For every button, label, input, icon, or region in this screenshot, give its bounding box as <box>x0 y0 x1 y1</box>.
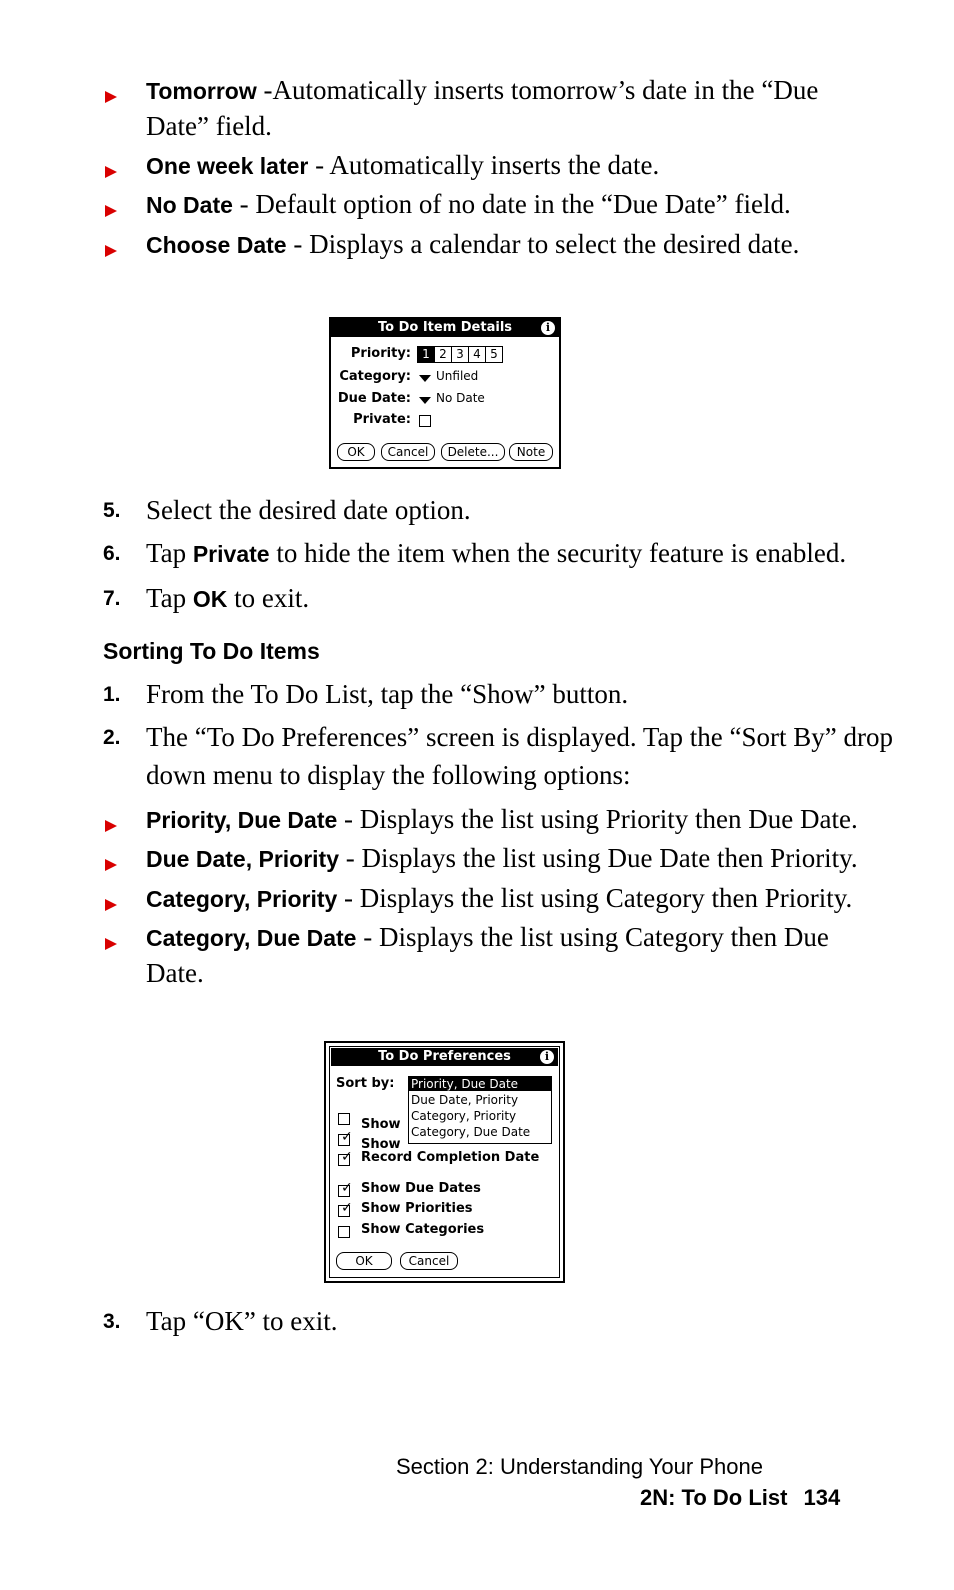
step-number: 7. <box>103 587 121 610</box>
option-label: No Date <box>146 192 233 218</box>
checkmark-icon: ✓ <box>341 1200 353 1216</box>
sort-by-label: Sort by: <box>336 1076 395 1091</box>
bullet-arrow-icon <box>105 91 117 103</box>
bullet-arrow-icon <box>105 205 117 217</box>
sort-option-priority-due-date[interactable]: Priority, Due Date <box>409 1077 551 1091</box>
screen-title-bar <box>331 1048 558 1066</box>
screen-title: To Do Preferences <box>378 1049 511 1064</box>
dropdown-triangle-icon <box>419 397 431 404</box>
sort-option-category-priority[interactable]: Category, Priority <box>411 1109 517 1123</box>
option-description: - Displays the list using Category then Due <box>356 922 829 952</box>
dropdown-triangle-icon <box>419 375 431 382</box>
step-text: The “To Do Preferences” screen is displayed. Tap the “Sort By” drop <box>146 722 893 752</box>
bullet-arrow-icon <box>105 820 117 832</box>
partial-show-label: Show <box>361 1137 401 1152</box>
partial-show-label: Show <box>361 1117 401 1132</box>
step-number: 5. <box>103 499 121 522</box>
option-description-cont: Date. <box>146 958 204 988</box>
step-text: Tap <box>146 538 193 568</box>
option-description: - Displays a calendar to select the desired date. <box>286 229 800 259</box>
ok-button[interactable]: OK <box>336 1252 392 1270</box>
ok-button[interactable]: OK <box>337 443 375 461</box>
step-keyword: OK <box>192 586 228 612</box>
cancel-button[interactable]: Cancel <box>400 1252 458 1270</box>
show-priorities-label: Show Priorities <box>361 1201 473 1216</box>
bullet-arrow-icon <box>105 938 117 950</box>
step-number: 2. <box>103 726 121 749</box>
private-checkbox[interactable] <box>419 415 431 427</box>
checkmark-icon: ✓ <box>341 1149 353 1165</box>
bullet-arrow-icon <box>105 166 117 178</box>
footer-section: Section 2: Understanding Your Phone <box>396 1454 763 1479</box>
priority-4-button[interactable]: 4 <box>468 346 486 363</box>
cancel-button[interactable]: Cancel <box>381 443 435 461</box>
option-description: - Displays the list using Priority then Due Date. <box>337 804 858 834</box>
option-label: Tomorrow <box>146 78 257 104</box>
delete-button[interactable]: Delete... <box>441 443 505 461</box>
option-description-cont: Date” field. <box>146 111 272 141</box>
due-date-picker[interactable]: No Date <box>436 391 485 405</box>
option-description: - Automatically inserts the date. <box>308 150 660 180</box>
step-number: 6. <box>103 542 121 565</box>
chapter-title: 2N: To Do List <box>640 1485 788 1510</box>
step-number: 3. <box>103 1310 121 1333</box>
option-description: - Default option of no date in the “Due Date” field. <box>232 189 791 219</box>
step-number: 1. <box>103 683 121 706</box>
show-due-dates-label: Show Due Dates <box>361 1181 481 1196</box>
step-text-cont: down menu to display the following options: <box>146 760 631 790</box>
page-number: 134 <box>803 1485 841 1510</box>
option-label: Choose Date <box>146 232 287 258</box>
show-categories-checkbox[interactable] <box>338 1226 350 1238</box>
sort-by-dropdown-list[interactable] <box>408 1076 552 1144</box>
step-text: Select the desired date option. <box>146 495 471 525</box>
bullet-arrow-icon <box>105 859 117 871</box>
category-picker[interactable]: Unfiled <box>436 369 479 383</box>
option-description: - Displays the list using Category then Priority. <box>337 883 853 913</box>
step-text-cont: to hide the item when the security feature is enabled. <box>269 538 847 568</box>
priority-label: Priority: <box>350 346 411 361</box>
step-text: From the To Do List, tap the “Show” button. <box>146 679 629 709</box>
bullet-arrow-icon <box>105 245 117 257</box>
footer-chapter <box>640 1485 840 1511</box>
section-heading: Sorting To Do Items <box>103 638 320 664</box>
checkmark-icon: ✓ <box>341 1180 353 1196</box>
option-label: Due Date, Priority <box>146 846 339 872</box>
priority-3-button[interactable]: 3 <box>451 346 469 363</box>
option-label: One week later <box>146 153 309 179</box>
option-description: -Automatically inserts tomorrow’s date in the “Due <box>256 75 819 105</box>
screen-title: To Do Item Details <box>377 320 513 335</box>
checkmark-icon: ✓ <box>341 1129 353 1145</box>
todo-item-details-screen <box>329 317 561 469</box>
step-text: Tap “OK” to exit. <box>146 1306 338 1336</box>
show-categories-label: Show Categories <box>361 1222 485 1237</box>
step-text: Tap <box>146 583 193 613</box>
step-text-cont: to exit. <box>227 583 310 613</box>
screen-title-bar <box>331 319 559 337</box>
priority-5-button[interactable]: 5 <box>485 346 503 363</box>
info-icon[interactable]: i <box>540 1050 554 1064</box>
category-label: Category: <box>339 369 411 384</box>
option-label: Priority, Due Date <box>146 807 338 833</box>
priority-2-button[interactable]: 2 <box>434 346 452 363</box>
option-label: Category, Priority <box>146 886 338 912</box>
priority-1-button[interactable]: 1 <box>417 346 435 363</box>
note-button[interactable]: Note <box>509 443 553 461</box>
private-label: Private: <box>353 412 411 427</box>
bullet-arrow-icon <box>105 899 117 911</box>
todo-preferences-screen <box>324 1041 565 1283</box>
info-icon[interactable]: i <box>541 321 555 335</box>
option-label: Category, Due Date <box>146 925 357 951</box>
sort-option-due-date-priority[interactable]: Due Date, Priority <box>411 1093 519 1107</box>
step-keyword: Private <box>192 541 270 567</box>
sort-option-category-due-date[interactable]: Category, Due Date <box>411 1125 531 1139</box>
show-completed-checkbox[interactable] <box>338 1113 350 1125</box>
option-description: - Displays the list using Due Date then Priority. <box>339 843 858 873</box>
record-completion-label: Record Completion Date <box>361 1150 540 1165</box>
due-date-label: Due Date: <box>337 391 411 406</box>
